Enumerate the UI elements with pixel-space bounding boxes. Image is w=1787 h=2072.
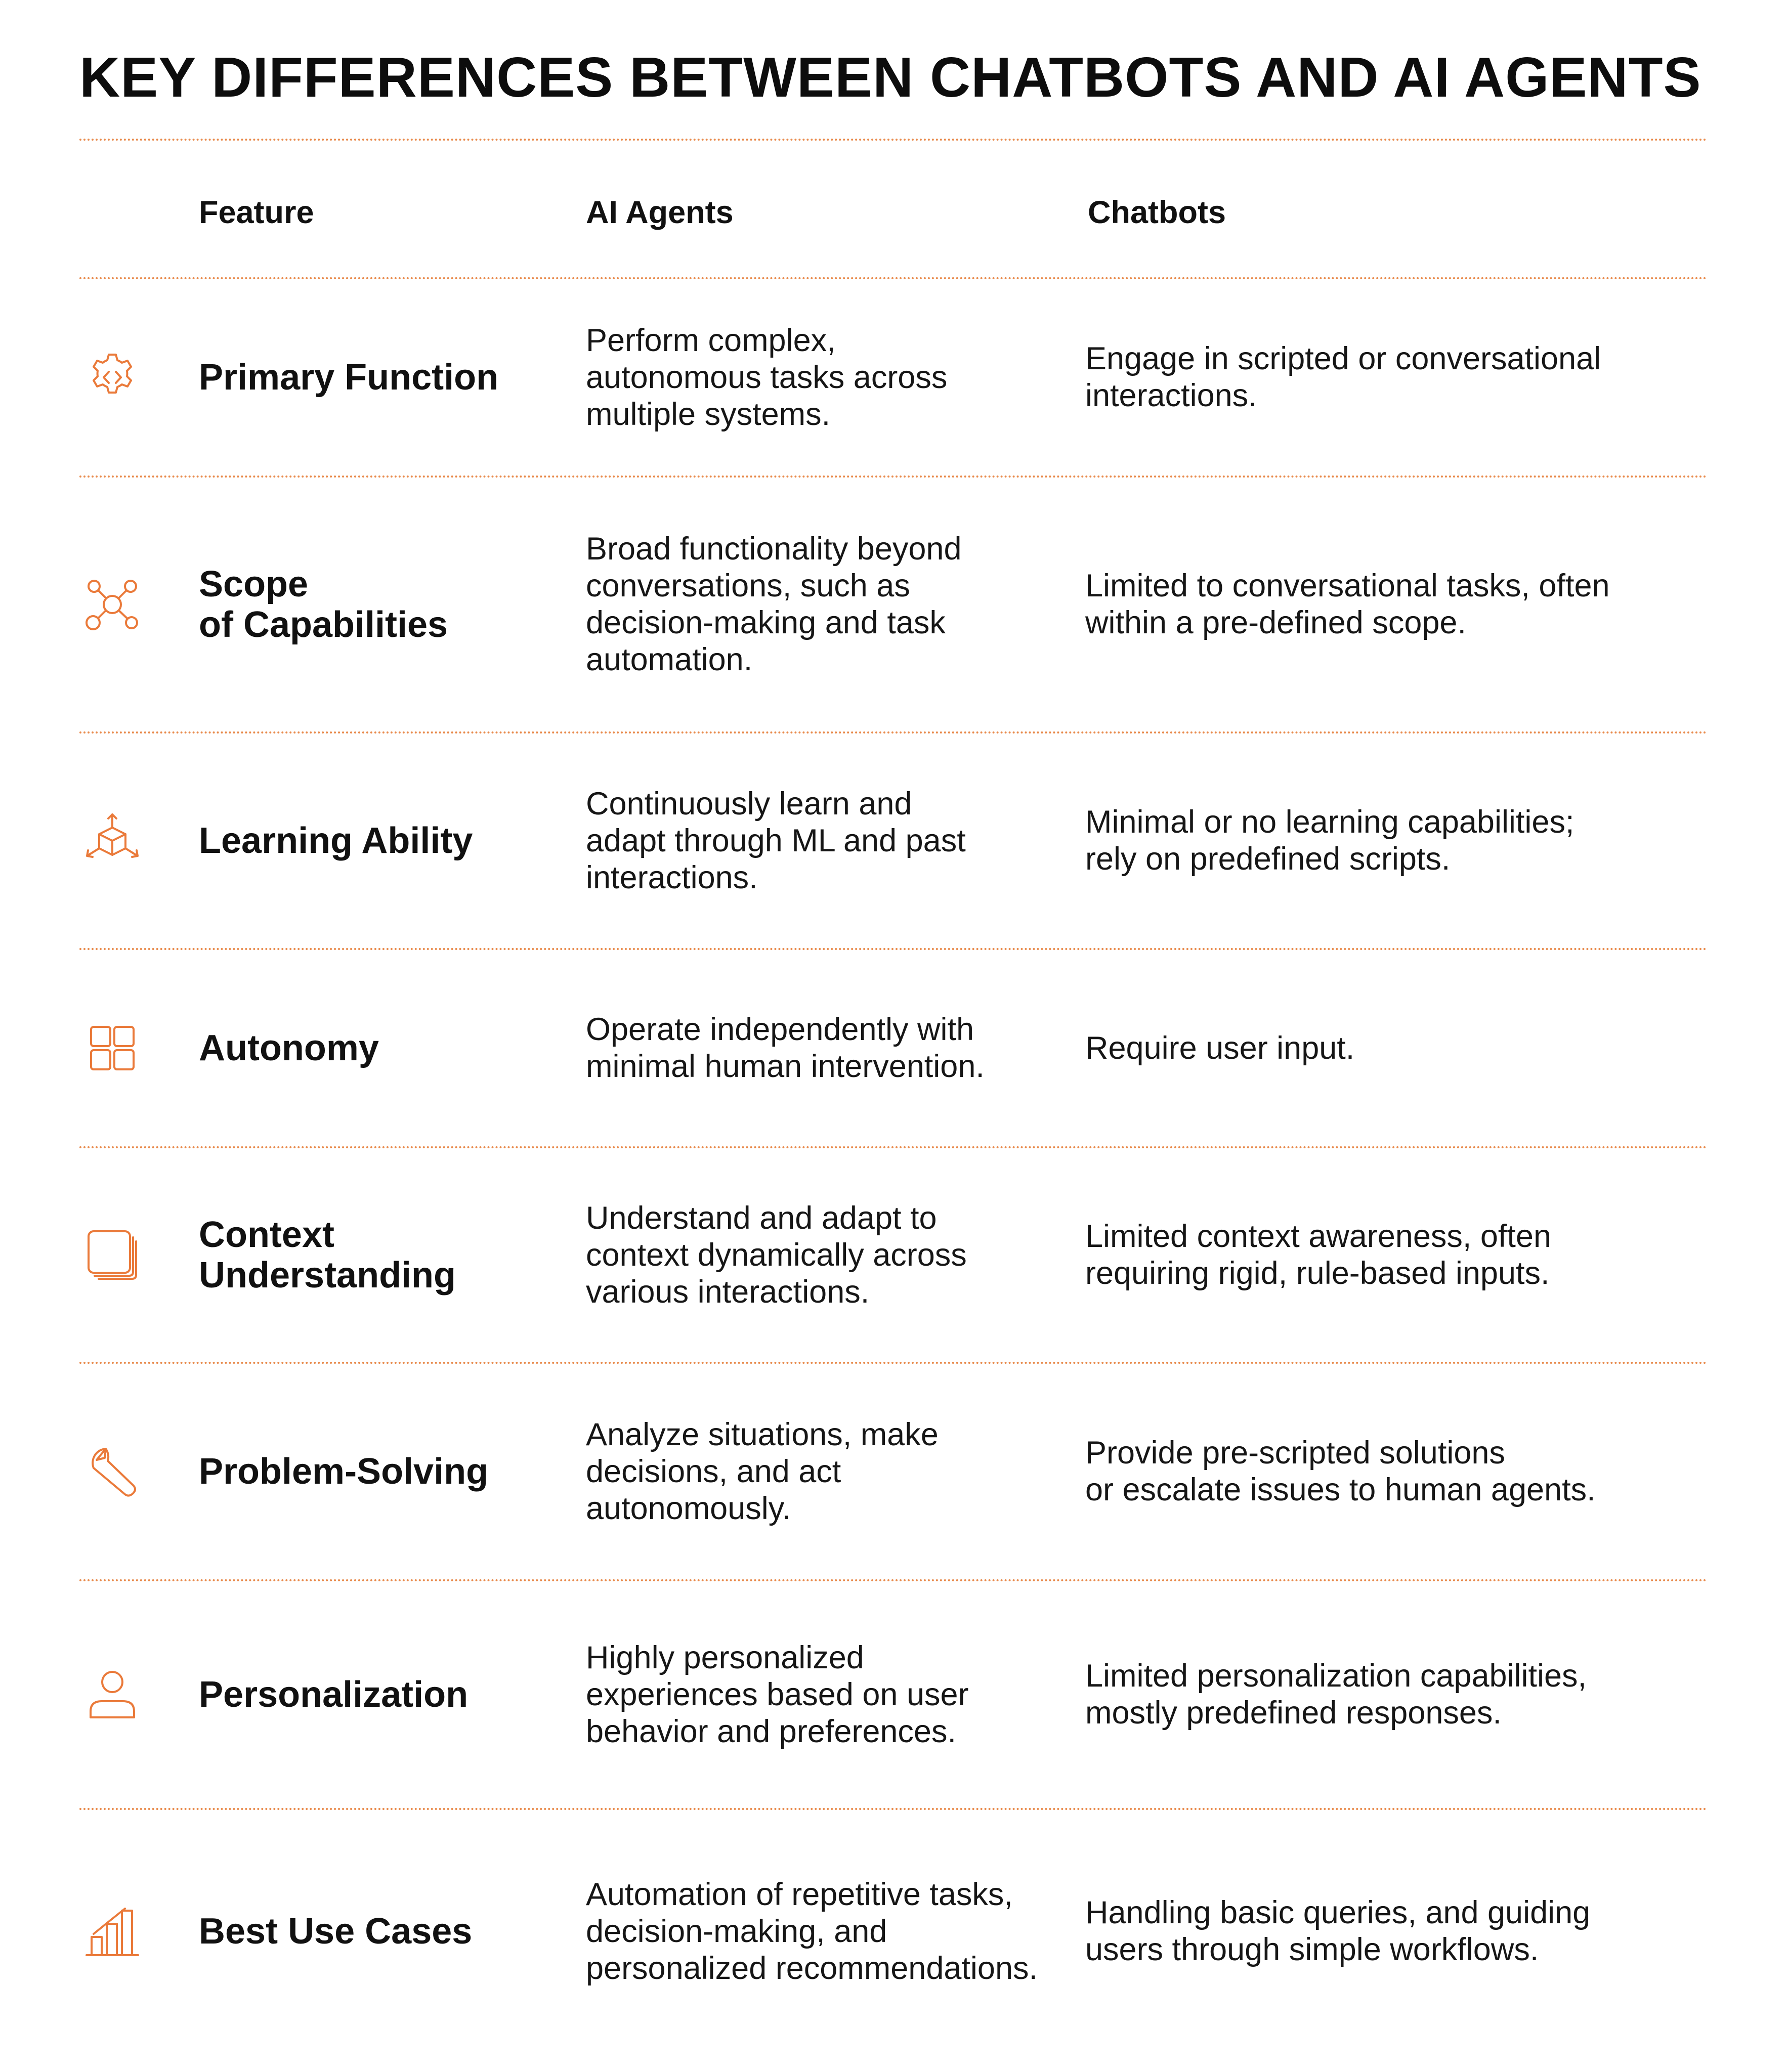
table-row (0, 1364, 1787, 1579)
feature-label: Problem-Solving (199, 1451, 489, 1492)
chatbots-text: Limited to conversational tasks, often within a pre-defined scope. (1085, 568, 1610, 640)
chatbots-text: Limited context awareness, often requiring rigid, rule-based inputs. (1085, 1219, 1552, 1291)
ai-agents-text: Continuously learn and adapt through ML and past interactions. (586, 786, 966, 895)
feature-label: Best Use Cases (199, 1911, 473, 1952)
grid-squares-icon (87, 1023, 138, 1073)
chatbots-text: Require user input. (1085, 1030, 1355, 1066)
feature-label: Autonomy (199, 1028, 379, 1068)
ai-agents-text: Perform complex, autonomous tasks across multiple systems. (586, 322, 948, 432)
feature-label: Primary Function (199, 357, 499, 398)
chatbots-text: Minimal or no learning capabilities; rely on predefined scripts. (1085, 804, 1575, 877)
ai-agents-text: Broad functionality beyond conversations, such as decision-making and task automation. (586, 531, 962, 677)
network-nodes-icon (82, 574, 143, 635)
table-row (0, 478, 1787, 731)
page-title: KEY DIFFERENCES BETWEEN CHATBOTS AND AI AGENTS (79, 46, 1701, 109)
user-icon (84, 1667, 140, 1722)
feature-label: Personalization (199, 1674, 469, 1715)
chatbots-text: Handling basic queries, and guiding users through simple workflows. (1085, 1895, 1591, 1967)
ai-agents-text: Understand and adapt to context dynamically across various interactions. (586, 1200, 967, 1310)
feature-label: Learning Ability (199, 821, 473, 861)
chatbots-text: Engage in scripted or conversational interactions. (1085, 341, 1601, 413)
column-header-feature: Feature (199, 195, 314, 230)
feature-label: Context Understanding (199, 1215, 456, 1296)
table-row (0, 1148, 1787, 1362)
table-row (0, 950, 1787, 1146)
feature-label: Scope of Capabilities (199, 564, 448, 645)
ai-agents-text: Analyze situations, make decisions, and act autonomously. (586, 1416, 939, 1526)
column-header-chatbots: Chatbots (1088, 195, 1226, 230)
ai-agents-text: Highly personalized experiences based on user behavior and preferences. (586, 1639, 969, 1749)
table-row (0, 733, 1787, 948)
table-row (0, 1810, 1787, 2053)
bar-chart-icon (84, 1904, 140, 1959)
cube-arrows-icon (82, 810, 143, 871)
chatbots-text: Provide pre-scripted solutions or escalate issues to human agents. (1085, 1435, 1596, 1507)
table-row (0, 279, 1787, 476)
ai-agents-text: Automation of repetitive tasks, decision-making, and personalized recommendations. (586, 1876, 1038, 1986)
gear-code-icon (84, 350, 140, 405)
wrench-icon (84, 1444, 140, 1499)
column-header-ai-agents: AI Agents (586, 195, 734, 230)
table-row (0, 1581, 1787, 1808)
divider (79, 139, 1708, 141)
chatbots-text: Limited personalization capabilities, mostly predefined responses. (1085, 1658, 1587, 1731)
ai-agents-text: Operate independently with minimal human intervention. (586, 1012, 985, 1084)
stacked-pages-icon (84, 1227, 140, 1283)
